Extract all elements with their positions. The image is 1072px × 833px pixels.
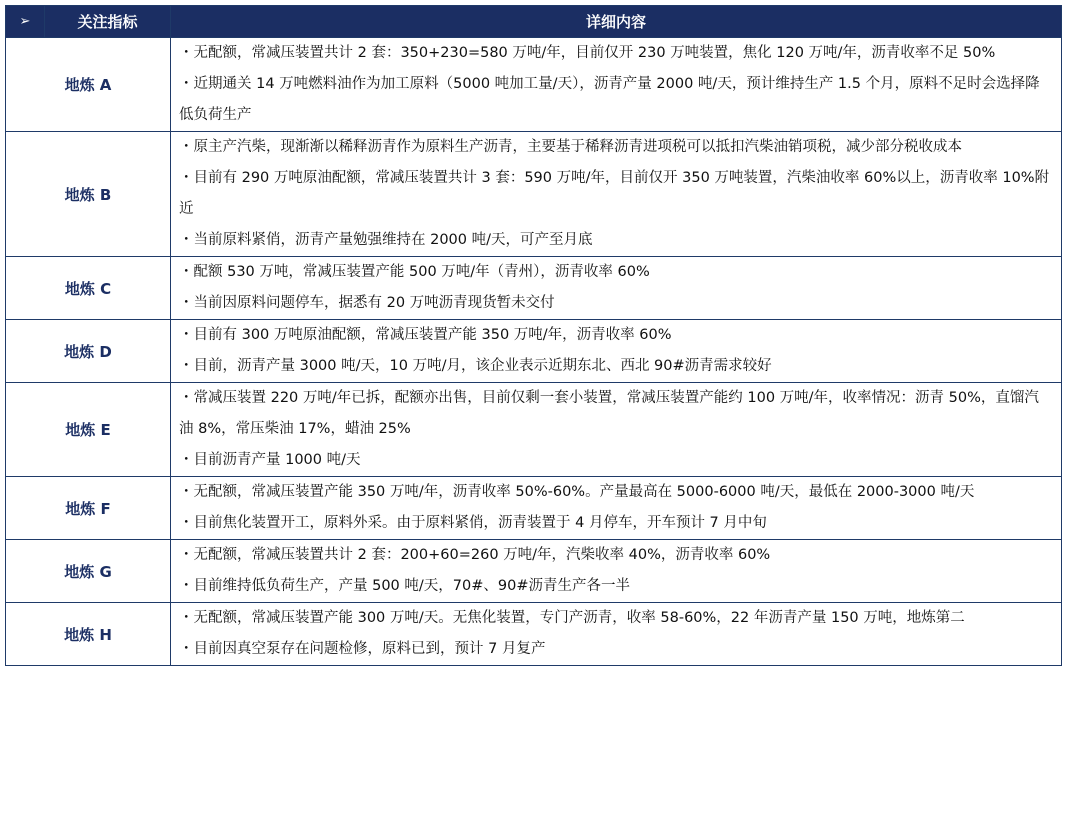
detail-item: ・无配额，常减压装置产能 300 万吨/天。无焦化装置，专门产沥青，收率 58-60%，22 年沥青产量 150 万吨，地炼第二 xyxy=(179,610,965,626)
detail-item: ・当前原料紧俏，沥青产量勉强维持在 2000 吨/天，可产至月底 xyxy=(179,232,593,248)
refinery-name: 地炼 C xyxy=(6,257,171,320)
refinery-table xyxy=(5,5,1062,666)
detail-item: ・当前因原料问题停车，据悉有 20 万吨沥青现货暂未交付 xyxy=(179,295,555,311)
detail-item: ・目前焦化装置开工，原料外采。由于原料紧俏，沥青装置于 4 月停车，开车预计 7 月中旬 xyxy=(179,515,767,531)
refinery-name: 地炼 F xyxy=(6,477,171,540)
table-row xyxy=(6,540,1062,603)
detail-item: ・常减压装置 220 万吨/年已拆，配额亦出售，目前仅剩一套小装置，常减压装置产能约 100 万吨/年，收率情况：沥青 50%，直馏汽油 8%，常压柴油 17%，蜡油 25% xyxy=(179,390,1039,437)
table-row xyxy=(6,38,1062,132)
refinery-details xyxy=(171,477,1062,540)
detail-item: ・配额 530 万吨，常减压装置产能 500 万吨/年（青州），沥青收率 60% xyxy=(179,264,650,280)
detail-item: ・目前维持低负荷生产，产量 500 吨/天，70#、90#沥青生产各一半 xyxy=(179,578,630,594)
indicator-column-header: 关注指标 xyxy=(45,6,171,38)
refinery-details xyxy=(171,38,1062,132)
refinery-name: 地炼 D xyxy=(6,320,171,383)
table-header xyxy=(6,6,1062,38)
detail-item: ・原主产汽柴，现渐渐以稀释沥青作为原料生产沥青，主要基于稀释沥青进项税可以抵扣汽柴油销项税，减少部分税收成本 xyxy=(179,139,962,155)
refinery-name: 地炼 A xyxy=(6,38,171,132)
refinery-details xyxy=(171,383,1062,477)
detail-item: ・无配额，常减压装置产能 350 万吨/年，沥青收率 50%-60%。产量最高在 5000-6000 吨/天，最低在 2000-3000 吨/天 xyxy=(179,484,975,500)
table-row xyxy=(6,603,1062,666)
refinery-details xyxy=(171,132,1062,257)
table-row xyxy=(6,320,1062,383)
refinery-name: 地炼 H xyxy=(6,603,171,666)
detail-item: ・目前有 290 万吨原油配额，常减压装置共计 3 套：590 万吨/年，目前仅开 350 万吨装置，汽柴油收率 60%以上，沥青收率 10%附近 xyxy=(179,170,1050,217)
refinery-details xyxy=(171,320,1062,383)
table-row xyxy=(6,132,1062,257)
arrow-bullet-icon: ➢ xyxy=(6,6,45,38)
details-column-header: 详细内容 xyxy=(171,6,1062,38)
table-row xyxy=(6,477,1062,540)
refinery-name: 地炼 B xyxy=(6,132,171,257)
refinery-details xyxy=(171,540,1062,603)
detail-item: ・目前有 300 万吨原油配额，常减压装置产能 350 万吨/年，沥青收率 60% xyxy=(179,327,672,343)
refinery-name: 地炼 E xyxy=(6,383,171,477)
refinery-details xyxy=(171,603,1062,666)
detail-item: ・近期通关 14 万吨燃料油作为加工原料（5000 吨加工量/天），沥青产量 2000 吨/天，预计维持生产 1.5 个月，原料不足时会选择降低负荷生产 xyxy=(179,76,1040,123)
table-row xyxy=(6,383,1062,477)
refinery-name: 地炼 G xyxy=(6,540,171,603)
detail-item: ・无配额，常减压装置共计 2 套：200+60=260 万吨/年，汽柴收率 40%，沥青收率 60% xyxy=(179,547,771,563)
detail-item: ・无配额，常减压装置共计 2 套：350+230=580 万吨/年，目前仅开 230 万吨装置，焦化 120 万吨/年，沥青收率不足 50% xyxy=(179,45,996,61)
refinery-details xyxy=(171,257,1062,320)
detail-item: ・目前，沥青产量 3000 吨/天，10 万吨/月，该企业表示近期东北、西北 90#沥青需求较好 xyxy=(179,358,772,374)
table-row xyxy=(6,257,1062,320)
detail-item: ・目前沥青产量 1000 吨/天 xyxy=(179,452,361,468)
detail-item: ・目前因真空泵存在问题检修，原料已到，预计 7 月复产 xyxy=(179,641,546,657)
